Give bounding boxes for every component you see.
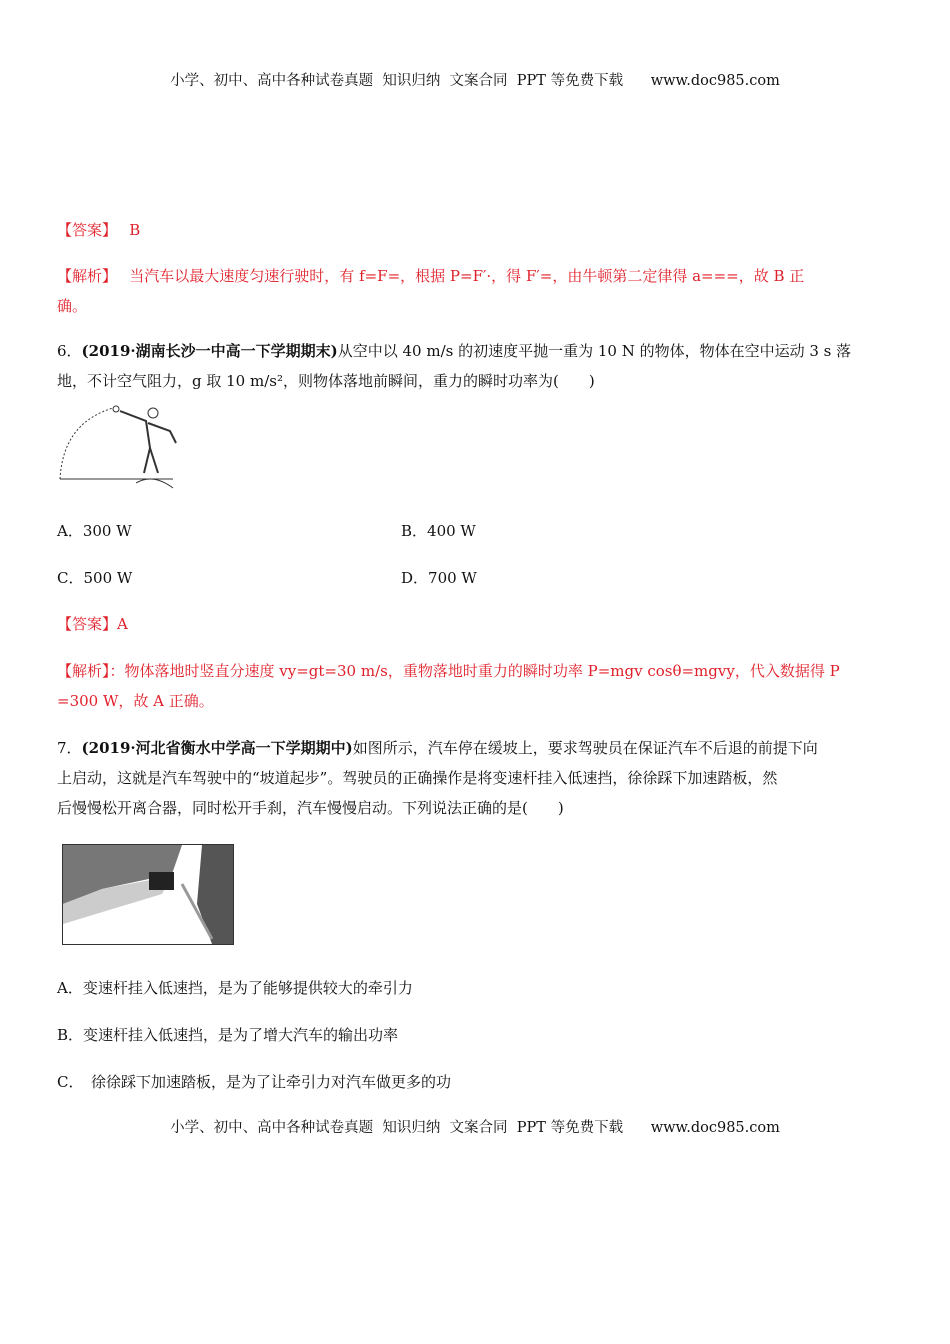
page-header: 小学、初中、高中各种试卷真题 知识归纳 文案合同 PPT 等免费下载 www.doc985.com bbox=[170, 73, 780, 89]
q7-stem bbox=[57, 737, 897, 758]
analysis-text-cont: =300 W，故 A 正确。 bbox=[57, 692, 214, 710]
analysis-text: 当汽车以最大速度匀速行驶时，有 f=F=，根据 P=F′·，得 F′=，由牛顿第二定律得 a===，故 B 正 bbox=[129, 267, 805, 285]
option-c: C． 徐徐踩下加速踏板，是为了让牵引力对汽车做更多的功 bbox=[57, 1073, 451, 1091]
q6-answer bbox=[57, 613, 897, 634]
question-source: (2019·河北省衡水中学高一下学期期中) bbox=[81, 739, 353, 757]
stem-text-cont: 后慢慢松开离合器，同时松开手刹，汽车慢慢启动。下列说法正确的是( ) bbox=[57, 799, 564, 817]
option-c: C．500 W bbox=[57, 569, 133, 587]
analysis-text: ：物体落地时竖直分速度 vy=gt=30 m/s，重物落地时重力的瞬时功率 P=mgv cosθ=mgvy，代入数据得 P bbox=[109, 662, 840, 680]
car-on-slope-photo bbox=[62, 844, 234, 945]
answer-value: A bbox=[117, 615, 128, 633]
option-d: D．700 W bbox=[401, 569, 477, 587]
option-a: A．300 W bbox=[57, 522, 132, 540]
analysis-text-cont: 确。 bbox=[57, 297, 88, 315]
question-source: (2019·湖南长沙一中高一下学期期末) bbox=[81, 342, 338, 360]
answer-value: B bbox=[129, 221, 141, 239]
q6-analysis bbox=[57, 660, 897, 681]
answer-label: 【答案】 bbox=[57, 615, 118, 633]
stem-text-cont: 上启动，这就是汽车驾驶中的“坡道起步”。驾驶员的正确操作是将变速杆挂入低速挡，徐徐踩下加速踏板，然 bbox=[57, 769, 778, 787]
q6-stem bbox=[57, 340, 897, 361]
option-b: B．400 W bbox=[401, 522, 476, 540]
stem-text: 如图所示，汽车停在缓坡上，要求驾驶员在保证汽车不后退的前提下向 bbox=[352, 739, 818, 757]
stem-text-cont: 地，不计空气阻力，g 取 10 m/s²，则物体落地前瞬间，重力的瞬时功率为( ) bbox=[57, 372, 595, 390]
stem-text: 从空中以 40 m/s 的初速度平抛一重为 10 N 的物体，物体在空中运动 3 s 落 bbox=[337, 342, 852, 360]
option-b: B．变速杆挂入低速挡，是为了增大汽车的输出功率 bbox=[57, 1026, 399, 1044]
analysis-label: 【解析】 bbox=[57, 662, 110, 680]
page-footer: 小学、初中、高中各种试卷真题 知识归纳 文案合同 PPT 等免费下载 www.doc985.com bbox=[170, 1120, 780, 1136]
projectile-figure bbox=[58, 403, 180, 491]
question-number: 7． bbox=[57, 739, 82, 757]
q5-analysis bbox=[57, 265, 897, 286]
answer-label: 【答案】 bbox=[57, 221, 110, 239]
option-a: A．变速杆挂入低速挡，是为了能够提供较大的牵引力 bbox=[57, 979, 413, 997]
analysis-label: 【解析】 bbox=[57, 267, 110, 285]
question-number: 6． bbox=[57, 342, 82, 360]
q5-answer bbox=[57, 219, 897, 240]
